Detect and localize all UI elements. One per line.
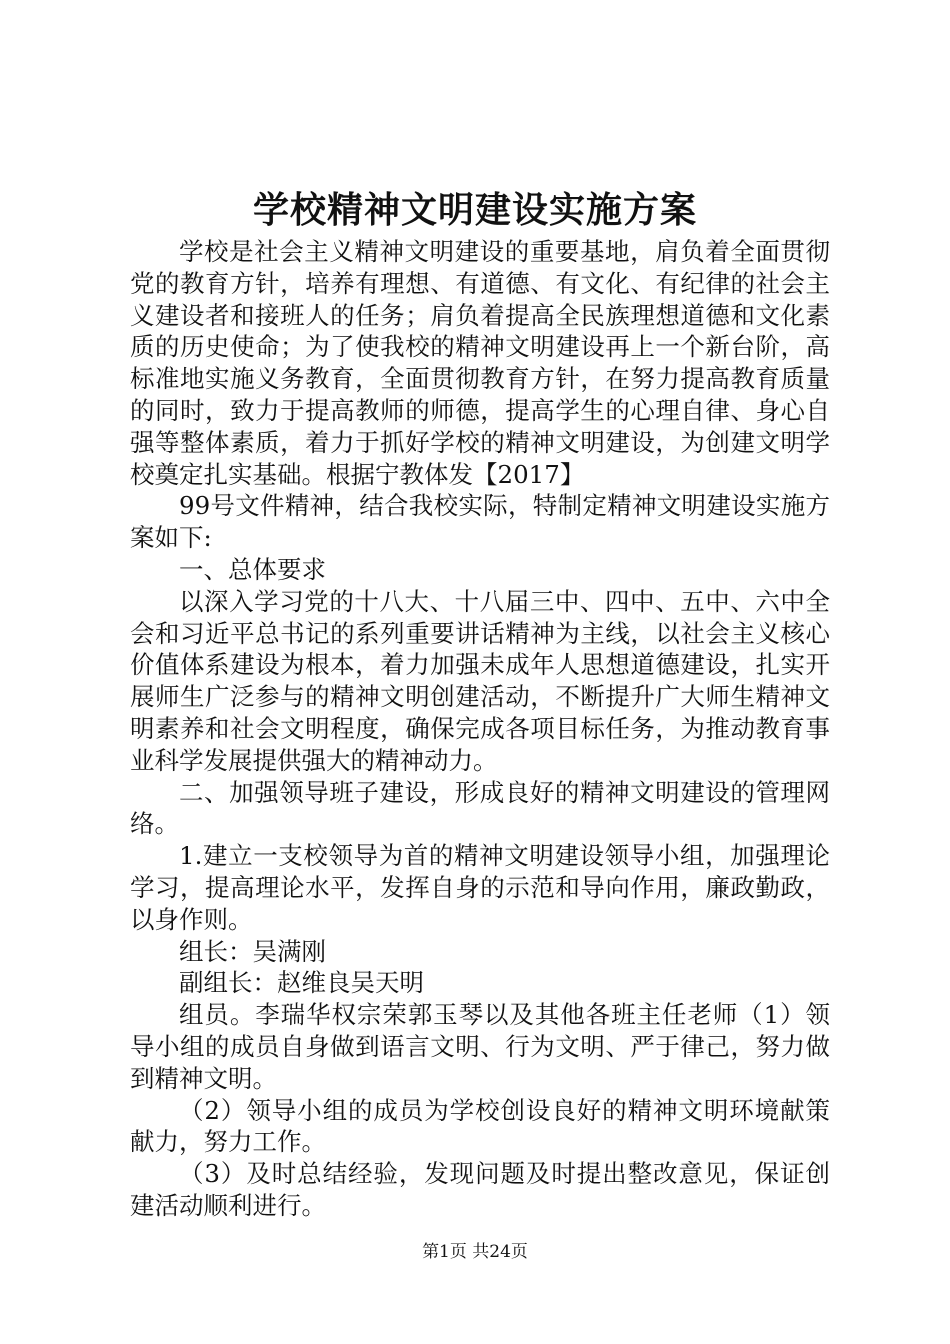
section-heading-2: 二、加强领导班子建设，形成良好的精神文明建设的管理网络。 (130, 777, 830, 839)
paragraph-leader: 组长：吴满刚 (179, 936, 326, 966)
paragraph-intro: 学校是社会主义精神文明建设的重要基地，肩负着全面贯彻党的教育方针，培养有理想、有道德、有文化、有纪律的社会主义建设者和接班人的任务；肩负着提高全民族理想道德和文化素质的历史使命；为了使我校的精神文明建设再上一个新台阶，高标准地实施义务教育，全面贯彻教育方针，在努力提高教育质量的同时，致力于提高教师的师德，提高学生的心理自律、身心自强等整体素质，着力于抓好学校的精神文明建设，为创建文明学校奠定扎实基础。根据宁教体发【2017】 (130, 237, 830, 489)
paragraph-deputy-leader: 副组长：赵维良吴天明 (179, 968, 424, 998)
paragraph-item-1: 1.建立一支校领导为首的精神文明建设领导小组，加强理论学习，提高理论水平，发挥自身的示范和导向作用，廉政勤政，以身作则。 (130, 841, 830, 934)
page-number-footer: 第1页 共24页 (422, 1242, 528, 1262)
paragraph-sub-item-3: （3）及时总结经验，发现问题及时提出整改意见，保证创建活动顺利进行。 (130, 1159, 830, 1220)
document-title: 学校精神文明建设实施方案 (252, 189, 697, 231)
document-body (130, 236, 830, 1222)
paragraph-sub-item-2: （2）领导小组的成员为学校创设良好的精神文明环境献策献力，努力工作。 (130, 1095, 830, 1157)
paragraph-requirements: 以深入学习党的十八大、十八届三中、四中、五中、六中全会和习近平总书记的系列重要讲话精神为主线，以社会主义核心价值体系建设为根本，着力加强未成年人思想道德建设，扎实开展师生广泛参与的精神文明创建活动，不断提升广大师生精神文明素养和社会文明程度，确保完成各项目标任务，为推动教育事业科学发展提供强大的精神动力。 (130, 586, 830, 775)
paragraph-members: 组员。李瑞华权宗荣郭玉琴以及其他各班主任老师（1）领导小组的成员自身做到语言文明、行为文明、严于律己，努力做到精神文明。 (130, 1000, 830, 1093)
section-heading-1: 一、总体要求 (179, 554, 326, 584)
paragraph-intro-cont: 99号文件精神，结合我校实际，特制定精神文明建设实施方案如下: (130, 491, 830, 553)
